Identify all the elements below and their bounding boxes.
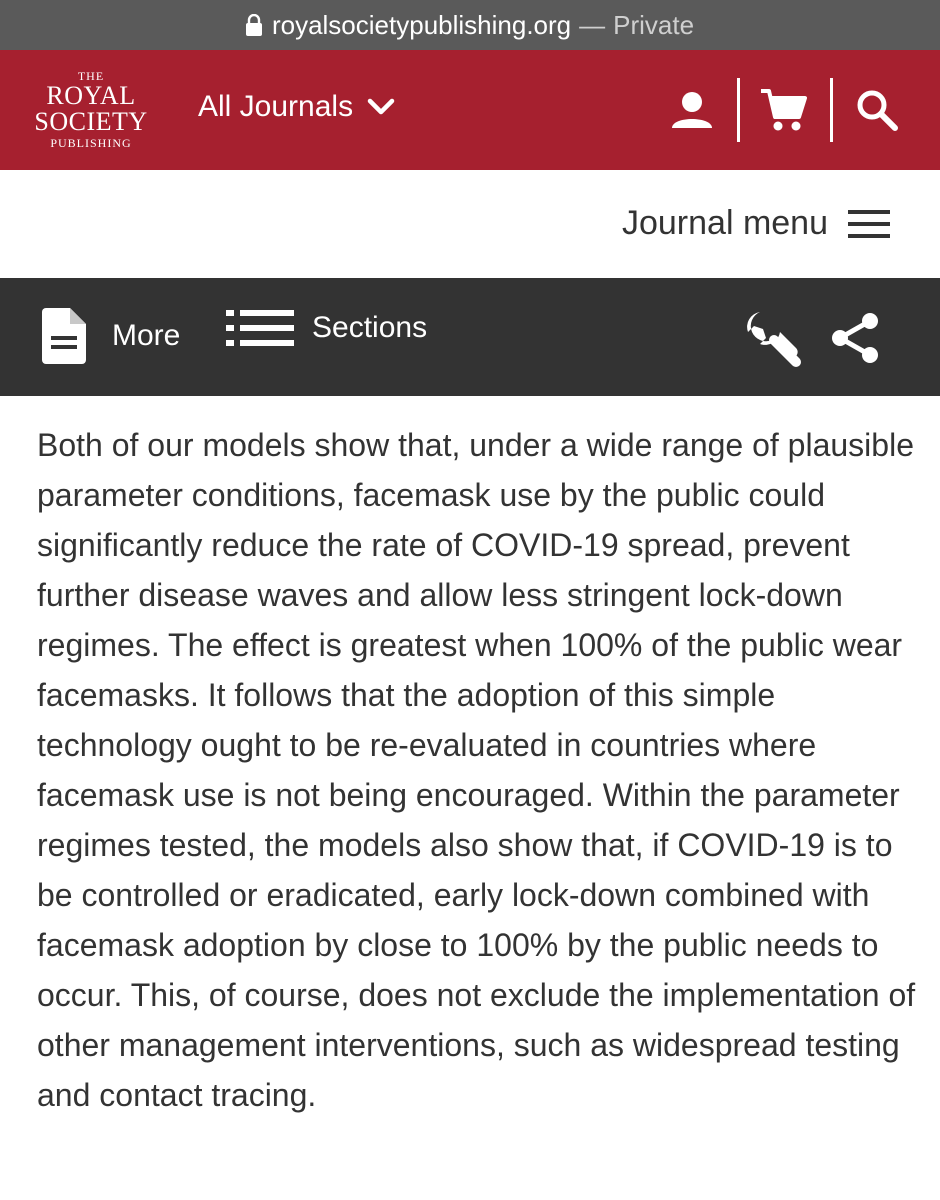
list-icon (226, 308, 294, 348)
cart-icon[interactable] (753, 80, 813, 140)
article-toolbar (0, 278, 940, 396)
header-divider (830, 78, 833, 142)
private-mode-label: Private (613, 9, 695, 40)
wrench-icon[interactable] (744, 310, 804, 368)
url-separator: — (579, 9, 606, 40)
journal-menu-bar (0, 170, 940, 278)
logo-line-the: THE (77, 69, 105, 83)
all-journals-dropdown[interactable] (198, 90, 395, 124)
hamburger-icon (848, 209, 890, 239)
logo-line-royal: ROYAL (46, 81, 136, 110)
article-paragraph: Both of our models show that, under a wide range of plausible parameter conditions, facemask use by the public could significantly reduce the rate of COVID-19 spread, prevent further disease waves and allow less stringent lock-down regimes. The effect is greatest when 100% of the public wear facemasks. It follows that the adoption of this simple technology ought to be re-evaluated in countries where facemask use is not being encouraged. Within the parameter regimes tested, the models also show that, if COVID-19 is to be controlled or eradicated, early lock-down combined with facemask adoption by close to 100% by the public needs to occur. This, of course, does not exclude the implementation of other management interventions, such as widespread testing and contact tracing. (37, 427, 916, 1113)
sections-label: Sections (312, 311, 428, 344)
browser-url-bar[interactable] (0, 0, 940, 50)
lock-icon (246, 14, 262, 36)
journal-menu-label: Journal menu (621, 204, 828, 242)
search-icon[interactable] (847, 80, 907, 140)
header-divider (737, 78, 740, 142)
royal-society-logo[interactable] (32, 70, 150, 149)
logo-line-society: SOCIETY (34, 107, 148, 136)
user-icon[interactable] (662, 80, 722, 140)
sections-button[interactable] (226, 308, 427, 348)
site-header (0, 50, 940, 170)
url-text: royalsocietypublishing.org (271, 9, 572, 40)
share-icon[interactable] (830, 312, 880, 364)
all-journals-label: All Journals (198, 90, 354, 123)
journal-menu-button[interactable] (622, 204, 890, 243)
logo-line-publishing: PUBLISHING (50, 136, 132, 150)
document-icon (42, 308, 86, 364)
more-label: More (112, 319, 181, 352)
chevron-down-icon (367, 98, 395, 116)
more-button[interactable] (42, 308, 180, 364)
